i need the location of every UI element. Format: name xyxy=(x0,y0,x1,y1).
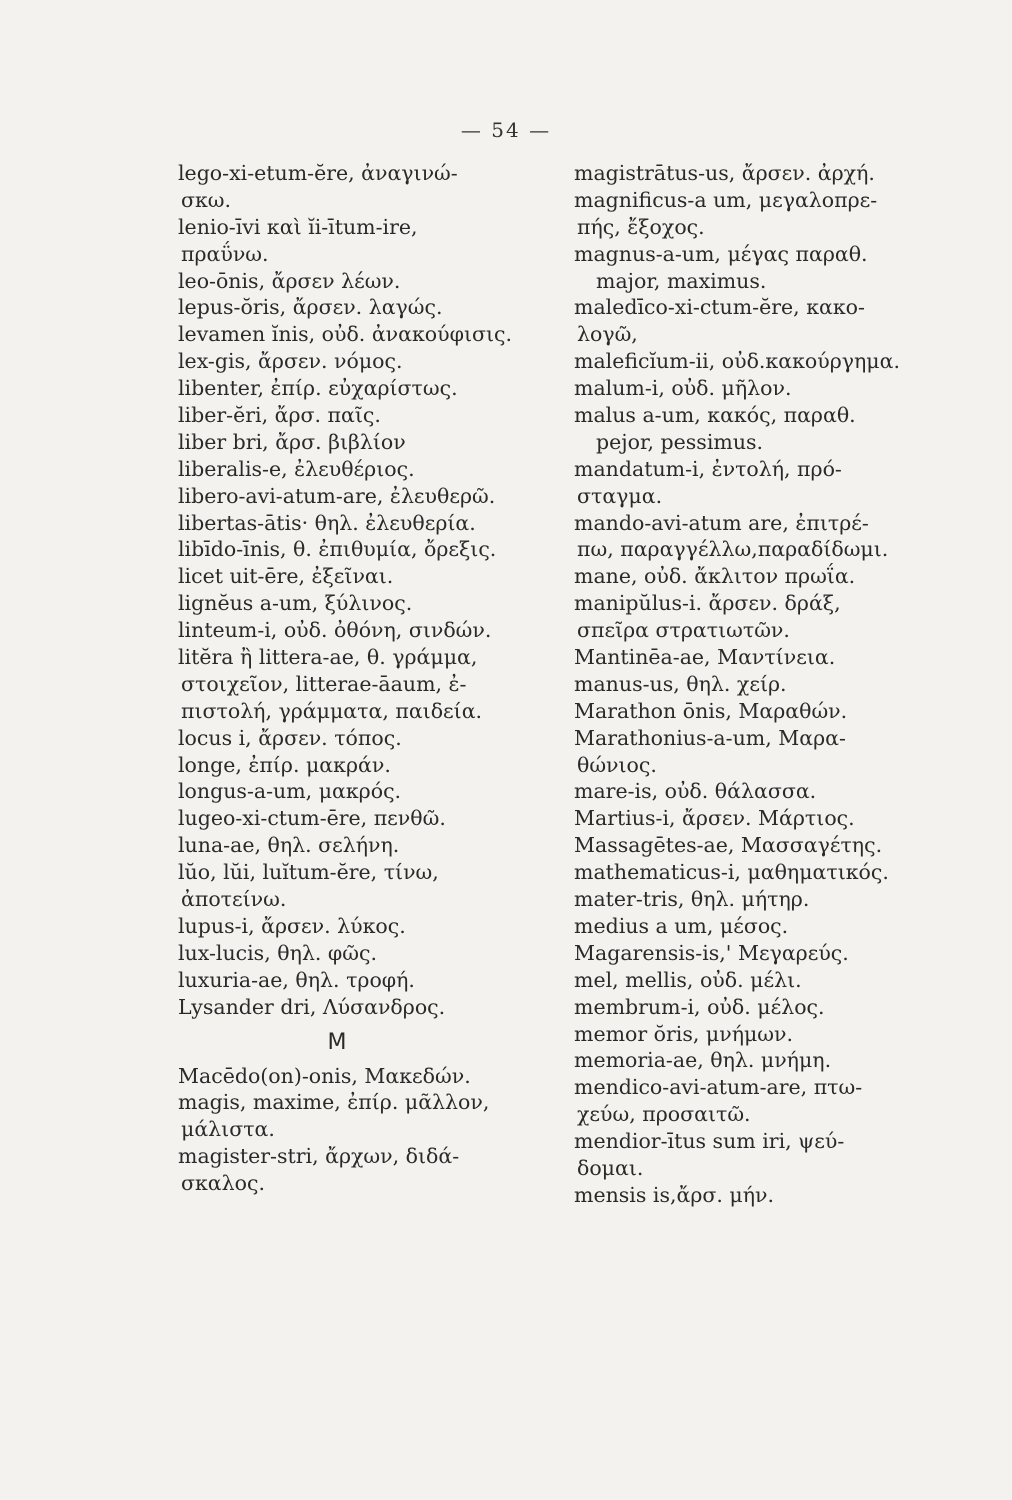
section-letter-heading: M xyxy=(327,1029,347,1055)
dictionary-entry: longe, ἐπίρ. μακράν. xyxy=(178,752,391,777)
dictionary-entry: lego-xi-etum-ĕre, ἀναγινώ- xyxy=(178,161,458,185)
dictionary-entry: mando-avi-atum are, ἐπιτρέ- xyxy=(574,510,869,535)
dictionary-entry: Martius-i, ἄρσεν. Μάρτιος. xyxy=(574,806,855,831)
entry-continuation: στοιχεῖον, litterae-āaum, ἐ- xyxy=(181,671,467,696)
dictionary-entry: Mantinēa-ae, Μαντίνεια. xyxy=(574,645,836,670)
right-column xyxy=(574,160,962,1209)
dictionary-entry: lepus-ŏris, ἄρσεν. λαγώς. xyxy=(178,295,443,320)
dictionary-entry: mensis is,ἄρσ. μήν. xyxy=(574,1182,774,1207)
entry-continuation: σκω. xyxy=(181,187,232,212)
entry-continuation: λογῶ, xyxy=(577,322,638,347)
dictionary-entry: magistrātus-us, ἄρσεν. ἀρχή. xyxy=(574,161,875,185)
dictionary-entry: Magarensis-is,' Μεγαρεύς. xyxy=(574,940,849,965)
dictionary-entry: licet uit-ēre, ἐξεῖναι. xyxy=(178,564,394,589)
entry-continuation: μάλιστα. xyxy=(181,1117,275,1142)
entry-continuation: πιστολή, γράμματα, παιδεία. xyxy=(181,698,483,723)
dictionary-entry: litĕra ἢ littera-ae, θ. γράμμα, xyxy=(178,645,478,670)
dictionary-entry: memoria-ae, θηλ. μνήμη. xyxy=(574,1048,832,1073)
dictionary-entry: mane, οὐδ. ἄκλιτον πρωΐα. xyxy=(574,564,856,589)
entry-continuation: σπεῖρα στρατιωτῶν. xyxy=(577,618,790,643)
dictionary-entry: mare-is, οὐδ. θάλασσα. xyxy=(574,779,817,804)
dictionary-entry: lŭo, lŭi, luĭtum-ĕre, τίνω, xyxy=(178,860,439,885)
dictionary-entry: malum-i, οὐδ. μῆλον. xyxy=(574,376,792,401)
dictionary-entry: magister-stri, ἄρχων, διδά- xyxy=(178,1144,460,1169)
dictionary-entry: leo-ōnis, ἄρσεν λέων. xyxy=(178,268,401,293)
dictionary-entry: liberalis-e, ἐλευθέριος. xyxy=(178,456,415,481)
entry-continuation: πω, παραγγέλλω,παραδίδωμι. xyxy=(577,537,889,562)
entry-continuation: πής, ἔξοχος. xyxy=(577,214,705,239)
dictionary-entry: lignĕus a-um, ξύλινος. xyxy=(178,591,413,616)
entry-continuation: θώνιος. xyxy=(577,752,657,777)
dictionary-entry: malus a-um, κακός, παραθ. xyxy=(574,403,856,428)
entry-continuation: σταγμα. xyxy=(577,483,663,508)
dictionary-entry: membrum-i, οὐδ. μέλος. xyxy=(574,994,825,1019)
entry-continuation: pejor, pessimus. xyxy=(596,429,764,454)
dictionary-entry: manipŭlus-i. ἄρσεν. δράξ, xyxy=(574,591,841,616)
dictionary-entry: libero-avi-atum-are, ἐλευθερῶ. xyxy=(178,483,496,508)
dictionary-entry: mandatum-i, ἐντολή, πρό- xyxy=(574,456,842,481)
dictionary-entry: mendico-avi-atum-are, πτω- xyxy=(574,1075,863,1100)
dictionary-entry: longus-a-um, μακρός. xyxy=(178,779,402,804)
entry-continuation: πραΰνω. xyxy=(181,241,269,266)
dictionary-entry: Marathon ōnis, Μαραθών. xyxy=(574,698,848,723)
dictionary-entry: lugeo-xi-ctum-ēre, πενθῶ. xyxy=(178,806,446,831)
dictionary-entry: lupus-i, ἄρσεν. λύκος. xyxy=(178,913,406,938)
dictionary-entry: libertas-ātis· θηλ. ἐλευθερία. xyxy=(178,510,476,535)
dictionary-entry: liber bri, ἄρσ. βιβλίον xyxy=(178,429,406,454)
entry-continuation: δομαι. xyxy=(577,1155,644,1180)
dictionary-entry: lenio-īvi καὶ ĭi-ītum-ire, xyxy=(178,214,418,239)
dictionary-entry: mel, mellis, οὐδ. μέλι. xyxy=(574,967,802,992)
dictionary-entry: locus i, ἄρσεν. τόπος. xyxy=(178,725,402,750)
dictionary-entry: magis, maxime, ἐπίρ. μᾶλλον, xyxy=(178,1090,490,1115)
dictionary-entry: mendior-ītus sum iri, ψεύ- xyxy=(574,1129,845,1154)
entry-continuation: major, maximus. xyxy=(596,268,767,293)
dictionary-entry: maleficĭum-ii, οὐδ.κακούργημα. xyxy=(574,349,900,374)
dictionary-entry: Massagētes-ae, Μασσαγέτης. xyxy=(574,833,883,858)
dictionary-entry: memor ŏris, μνήμων. xyxy=(574,1021,794,1046)
dictionary-entry: Macēdo(on)-onis, Μακεδών. xyxy=(178,1063,471,1088)
dictionary-entry: mathematicus-i, μαθηματικός. xyxy=(574,860,889,885)
dictionary-entry: maledīco-xi-ctum-ĕre, κακο- xyxy=(574,295,865,320)
left-column xyxy=(178,160,566,1197)
dictionary-entry: libenter, ἐπίρ. εὐχαρίστως. xyxy=(178,376,458,401)
entry-continuation: σκαλος. xyxy=(181,1171,265,1196)
dictionary-entry: lex-gis, ἄρσεν. νόμος. xyxy=(178,349,403,374)
entry-continuation: χεύω, προσαιτῶ. xyxy=(577,1102,751,1127)
dictionary-entry: linteum-i, οὐδ. ὀθόνη, σινδών. xyxy=(178,618,492,643)
dictionary-entry: Marathonius-a-um, Μαρα- xyxy=(574,725,846,750)
entry-continuation: ἀποτείνω. xyxy=(181,887,287,912)
dictionary-entry: manus-us, θηλ. χείρ. xyxy=(574,671,787,696)
dictionary-entry: luxuria-ae, θηλ. τροφή. xyxy=(178,967,415,992)
dictionary-entry: mater-tris, θηλ. μήτηρ. xyxy=(574,887,810,912)
dictionary-entry: liber-ĕri, ἄρσ. παῖς. xyxy=(178,403,381,428)
dictionary-entry: medius a um, μέσος. xyxy=(574,913,789,938)
dictionary-entry: lux-lucis, θηλ. φῶς. xyxy=(178,940,377,965)
page-number: — 54 — xyxy=(460,118,552,142)
dictionary-entry: Lysander dri, Λύσανδρος. xyxy=(178,994,446,1019)
dictionary-entry: luna-ae, θηλ. σελήνη. xyxy=(178,833,400,858)
dictionary-entry: levamen ĭnis, οὐδ. ἀνακούφισις. xyxy=(178,322,513,347)
dictionary-entry: magnus-a-um, μέγας παραθ. xyxy=(574,241,868,266)
dictionary-entry: magnificus-a um, μεγαλοπρε- xyxy=(574,187,878,212)
dictionary-entry: libīdo-īnis, θ. ἐπιθυμία, ὄρεξις. xyxy=(178,537,497,562)
